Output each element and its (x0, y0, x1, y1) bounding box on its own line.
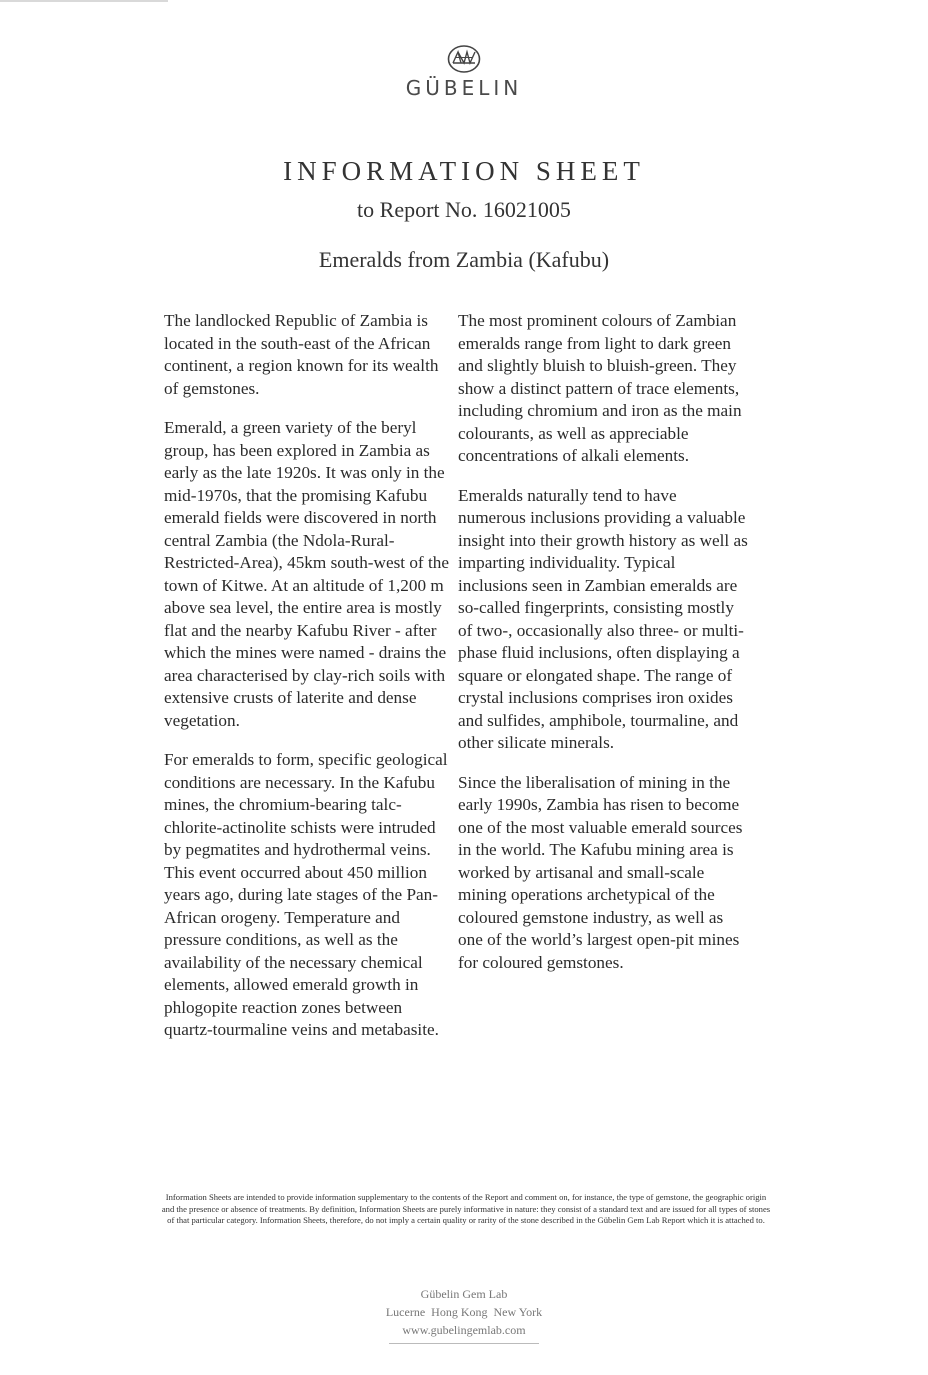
gubelin-emblem-icon (447, 44, 481, 74)
paragraph: For emeralds to form, specific geological conditions are necessary. In the Kafubu mines, the chromium-bearing talc-chlorite-actinolite schists were intruded by pegmatites and hydrothermal veins. This event occurred about 450 million years ago, during late stages of the Pan-African orogeny. Temperature and pressure conditions, as well as the availability of the necessary chemical elements, allowed emerald growth in phlogopite reaction zones between quartz-tourmaline veins and metabasite. (164, 750, 448, 1039)
section-heading: Emeralds from Zambia (Kafubu) (318, 247, 610, 272)
disclaimer: Information Sheets are intended to provide information supplementary to the contents of the Report and comment on, for instance, the type of gemstone, the geographic origin and the presence or absence of treatments. By definition, Information Sheets are purely informative in nature: they consist of a standard text and are issued for all types of stones of that particular category. Information Sheets, therefore, do not imply a certain quality or rarity of the stone described in the Gübelin Gem Lab Report which it is attached to. (161, 1192, 771, 1226)
right-column (458, 310, 748, 991)
left-column (164, 310, 454, 1059)
page-title: INFORMATION SHEET (283, 156, 645, 186)
footer-locations: Lucerne Hong Kong New York (385, 1305, 543, 1319)
footer-divider (389, 1343, 539, 1344)
logo (0, 44, 928, 100)
footer-company: Gübelin Gem Lab (420, 1287, 508, 1301)
logo-wordmark: GÜBELIN (405, 76, 523, 100)
top-edge-rule (0, 0, 168, 2)
report-number: to Report No. 16021005 (357, 197, 571, 222)
paragraph: Emerald, a green variety of the beryl group, has been explored in Zambia as early as the late 1920s. It was only in the mid-1970s, that the promising Kafubu emerald fields were discovered in north central Zambia (the Ndola-Rural-Restricted-Area), 45km south-west of the town of Kitwe. At an altitude of 1,200 m above sea level, the entire area is mostly flat and the nearby Kafubu River - after which the mines were named - drains the area characterised by clay-rich soils with extensive crusts of laterite and dense vegetation. (164, 418, 449, 730)
paragraph: Emeralds naturally tend to have numerous inclusions providing a valuable insight into their growth history as well as imparting individuality. Typical inclusions seen in Zambian emeralds are so-called fingerprints, consisting mostly of two-, occasionally also three- or multi-phase fluid inclusions, often displaying a square or elongated shape. The range of crystal inclusions comprises iron oxides and sulfides, amphibole, tourmaline, and other silicate minerals. (458, 485, 748, 752)
footer (0, 1285, 928, 1344)
paragraph: The landlocked Republic of Zambia is located in the south-east of the African continent, a region known for its wealth of gemstones. (164, 311, 439, 398)
paragraph: Since the liberalisation of mining in the early 1990s, Zambia has risen to become one of the most valuable emerald sources in the world. The Kafubu mining area is worked by artisanal and small-scale mining operations archetypical of the coloured gemstone industry, as well as one of the world’s largest open-pit mines for coloured gemstones. (458, 772, 743, 972)
footer-website[interactable]: www.gubelingemlab.com (402, 1323, 526, 1337)
paragraph: The most prominent colours of Zambian emeralds range from light to dark green and slightly bluish to bluish-green. They show a distinct pattern of trace elements, including chromium and iron as the main colourants, as well as appreciable concentrations of alkali elements. (458, 311, 742, 465)
